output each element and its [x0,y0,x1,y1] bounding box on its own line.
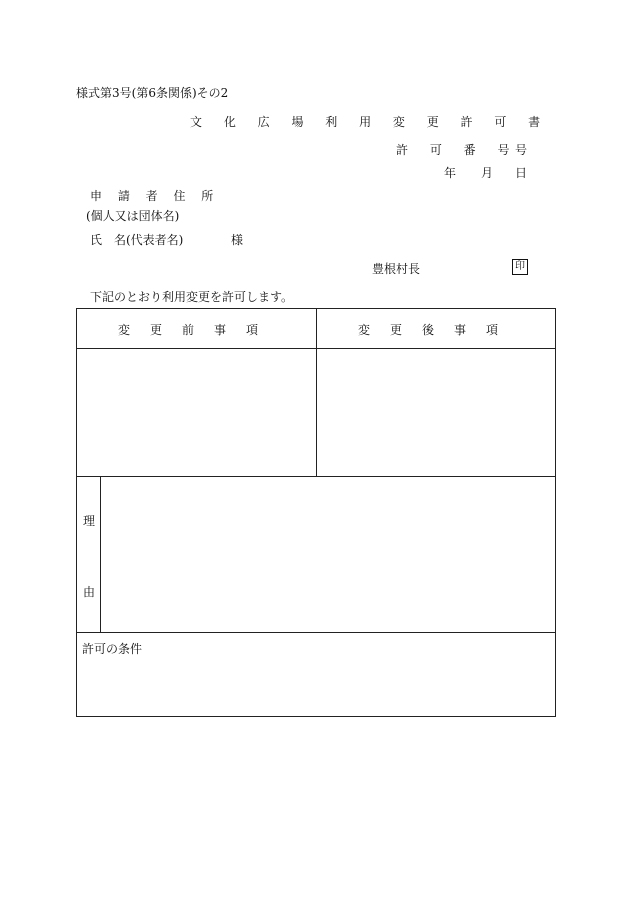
intro-text: 下記のとおり利用変更を許可します。 [90,290,294,304]
before-header: 変更前事項 [117,323,278,337]
form-number: 様式第3号(第6条関係)その2 [76,86,229,100]
issuer-mayor: 豊根村長 [372,262,421,276]
after-content-cell[interactable] [317,349,555,476]
conditions-label: 許可の条件 [82,642,143,656]
reason-label-char-1: 理 [83,514,96,528]
permit-number-label: 許 可 番 号 [396,143,519,157]
applicant-honorific: 様 [231,233,244,247]
document-title: 文 化 広 場 利 用 変 更 許 可 書 [190,115,550,129]
reason-label-char-2: 由 [83,585,96,599]
date-year-label: 年 [444,166,457,180]
applicant-org-label: (個人又は団体名) [86,209,180,223]
seal-mark: 印 [512,259,528,275]
date-month-label: 月 [481,166,494,180]
conditions-divider-top [76,632,556,633]
reason-content-cell[interactable] [101,477,555,632]
after-header: 変更後事項 [357,323,518,337]
table-border-right [555,308,556,717]
applicant-name-label: 氏 名(代表者名) [90,233,184,247]
permit-number-suffix: 号 [515,143,528,157]
conditions-content-cell[interactable] [77,660,555,716]
applicant-address-label: 申 請 者 住 所 [90,189,220,203]
table-border-bottom [76,716,556,717]
date-day-label: 日 [515,166,528,180]
before-content-cell[interactable] [77,349,316,476]
